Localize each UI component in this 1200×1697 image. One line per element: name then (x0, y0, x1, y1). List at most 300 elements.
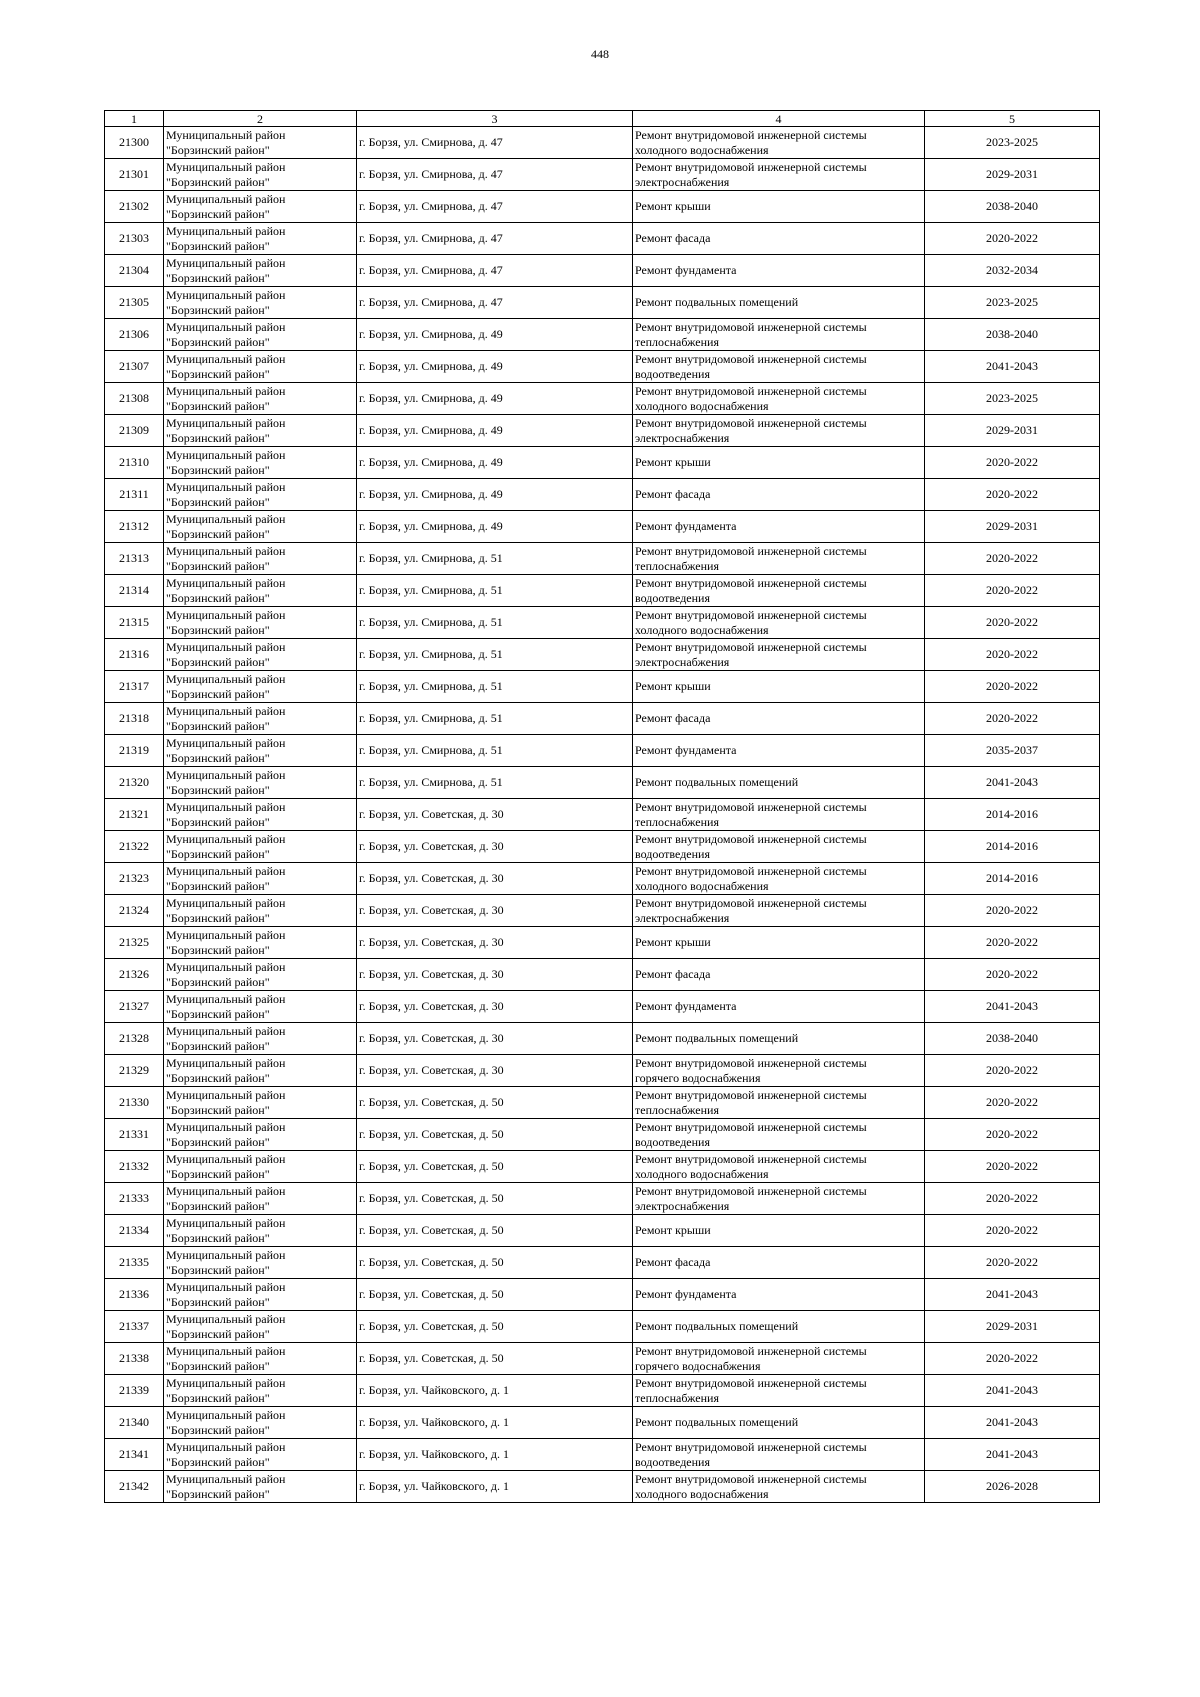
row-number: 21325 (105, 927, 164, 959)
address-cell: г. Борзя, ул. Смирнова, д. 49 (357, 511, 633, 543)
table-row (105, 959, 1100, 991)
municipality-line: "Борзинский район" (166, 462, 270, 477)
table-row (105, 703, 1100, 735)
period-cell: 2041-2043 (925, 767, 1100, 799)
address-cell: г. Борзя, ул. Смирнова, д. 49 (357, 319, 633, 351)
work-type-cell (633, 575, 925, 607)
municipality-line: "Борзинский район" (166, 878, 270, 893)
work-type-line: Ремонт внутридомовой инженерной системы (635, 863, 867, 878)
municipality-line: "Борзинский район" (166, 174, 270, 189)
work-type-line: Ремонт внутридомовой инженерной системы (635, 1343, 867, 1358)
table-row (105, 447, 1100, 479)
address-cell: г. Борзя, ул. Советская, д. 50 (357, 1279, 633, 1311)
address-cell: г. Борзя, ул. Смирнова, д. 47 (357, 127, 633, 159)
row-number: 21337 (105, 1311, 164, 1343)
work-type-line: Ремонт крыши (635, 1223, 711, 1237)
period-cell: 2038-2040 (925, 1023, 1100, 1055)
municipality-line: Муниципальный район (166, 447, 286, 462)
work-type-line: Ремонт внутридомовой инженерной системы (635, 127, 867, 142)
municipality-line: Муниципальный район (166, 1183, 286, 1198)
period-cell: 2020-2022 (925, 1151, 1100, 1183)
municipality-line: Муниципальный район (166, 703, 286, 718)
municipality-cell (164, 127, 357, 159)
table-row (105, 1311, 1100, 1343)
row-number: 21311 (105, 479, 164, 511)
table-row (105, 319, 1100, 351)
municipality-cell (164, 1247, 357, 1279)
municipality-line: Муниципальный район (166, 1407, 286, 1422)
work-type-cell (633, 287, 925, 319)
municipality-line: Муниципальный район (166, 1439, 286, 1454)
address-cell: г. Борзя, ул. Смирнова, д. 51 (357, 639, 633, 671)
municipality-cell (164, 1087, 357, 1119)
table-row (105, 1215, 1100, 1247)
municipality-line: Муниципальный район (166, 1119, 286, 1134)
work-type-line: Ремонт внутридомовой инженерной системы (635, 1183, 867, 1198)
address-cell: г. Борзя, ул. Советская, д. 30 (357, 1023, 633, 1055)
work-type-line: Ремонт внутридомовой инженерной системы (635, 1119, 867, 1134)
municipality-cell (164, 959, 357, 991)
work-type-line: теплоснабжения (635, 1390, 719, 1405)
municipality-cell (164, 767, 357, 799)
period-cell: 2041-2043 (925, 991, 1100, 1023)
municipality-cell (164, 351, 357, 383)
period-cell: 2029-2031 (925, 511, 1100, 543)
municipality-cell (164, 191, 357, 223)
row-number: 21320 (105, 767, 164, 799)
address-cell: г. Борзя, ул. Смирнова, д. 49 (357, 479, 633, 511)
period-cell: 2020-2022 (925, 575, 1100, 607)
table-row (105, 511, 1100, 543)
address-cell: г. Борзя, ул. Смирнова, д. 47 (357, 287, 633, 319)
table-row (105, 1375, 1100, 1407)
municipality-line: "Борзинский район" (166, 366, 270, 381)
municipality-line: Муниципальный район (166, 1023, 286, 1038)
table-row (105, 351, 1100, 383)
address-cell: г. Борзя, ул. Советская, д. 50 (357, 1247, 633, 1279)
column-header-3: 3 (357, 111, 633, 127)
row-number: 21310 (105, 447, 164, 479)
row-number: 21319 (105, 735, 164, 767)
period-cell: 2035-2037 (925, 735, 1100, 767)
work-type-cell (633, 799, 925, 831)
municipality-line: "Борзинский район" (166, 1294, 270, 1309)
municipality-line: "Борзинский район" (166, 398, 270, 413)
municipality-cell (164, 1023, 357, 1055)
address-cell: г. Борзя, ул. Смирнова, д. 51 (357, 735, 633, 767)
period-cell: 2026-2028 (925, 1471, 1100, 1503)
address-cell: г. Борзя, ул. Советская, д. 30 (357, 895, 633, 927)
municipality-cell (164, 799, 357, 831)
municipality-cell (164, 607, 357, 639)
column-header-4: 4 (633, 111, 925, 127)
work-type-line: теплоснабжения (635, 1102, 719, 1117)
period-cell: 2020-2022 (925, 1119, 1100, 1151)
municipality-cell (164, 831, 357, 863)
municipality-line: "Борзинский район" (166, 1230, 270, 1245)
table-row (105, 1343, 1100, 1375)
municipality-cell (164, 1183, 357, 1215)
work-type-cell (633, 639, 925, 671)
work-type-cell (633, 1087, 925, 1119)
table-row (105, 1279, 1100, 1311)
municipality-cell (164, 223, 357, 255)
municipality-cell (164, 511, 357, 543)
work-type-line: теплоснабжения (635, 558, 719, 573)
period-cell: 2020-2022 (925, 639, 1100, 671)
municipality-line: "Борзинский район" (166, 1454, 270, 1469)
work-type-line: Ремонт фасада (635, 1255, 711, 1269)
address-cell: г. Борзя, ул. Чайковского, д. 1 (357, 1439, 633, 1471)
work-type-cell (633, 1215, 925, 1247)
work-type-line: холодного водоснабжения (635, 1486, 769, 1501)
municipality-line: "Борзинский район" (166, 1326, 270, 1341)
work-type-line: Ремонт подвальных помещений (635, 1319, 799, 1333)
municipality-line: "Борзинский район" (166, 750, 270, 765)
municipality-line: Муниципальный район (166, 479, 286, 494)
table-row (105, 735, 1100, 767)
work-type-line: Ремонт подвальных помещений (635, 1415, 799, 1429)
municipality-cell (164, 159, 357, 191)
work-type-line: водоотведения (635, 1134, 710, 1149)
work-type-line: Ремонт фундамента (635, 519, 737, 533)
municipality-line: "Борзинский район" (166, 942, 270, 957)
work-type-cell (633, 223, 925, 255)
work-type-line: холодного водоснабжения (635, 878, 769, 893)
row-number: 21313 (105, 543, 164, 575)
municipality-line: Муниципальный район (166, 543, 286, 558)
municipality-cell (164, 1215, 357, 1247)
municipality-cell (164, 1311, 357, 1343)
row-number: 21338 (105, 1343, 164, 1375)
period-cell: 2020-2022 (925, 671, 1100, 703)
period-cell: 2041-2043 (925, 1375, 1100, 1407)
municipality-line: Муниципальный район (166, 1375, 286, 1390)
address-cell: г. Борзя, ул. Смирнова, д. 51 (357, 703, 633, 735)
municipality-line: "Борзинский район" (166, 270, 270, 285)
municipality-cell (164, 671, 357, 703)
work-type-line: горячего водоснабжения (635, 1358, 761, 1373)
row-number: 21336 (105, 1279, 164, 1311)
work-type-cell (633, 607, 925, 639)
municipality-cell (164, 575, 357, 607)
municipality-line: "Борзинский район" (166, 334, 270, 349)
municipality-line: "Борзинский район" (166, 1038, 270, 1053)
municipality-line: "Борзинский район" (166, 1166, 270, 1181)
municipality-line: "Борзинский район" (166, 1102, 270, 1117)
address-cell: г. Борзя, ул. Чайковского, д. 1 (357, 1471, 633, 1503)
row-number: 21309 (105, 415, 164, 447)
address-cell: г. Борзя, ул. Чайковского, д. 1 (357, 1375, 633, 1407)
work-type-cell (633, 543, 925, 575)
address-cell: г. Борзя, ул. Смирнова, д. 49 (357, 351, 633, 383)
municipality-line: Муниципальный район (166, 927, 286, 942)
municipality-line: "Борзинский район" (166, 1070, 270, 1085)
period-cell: 2020-2022 (925, 607, 1100, 639)
work-type-cell (633, 959, 925, 991)
page-number: 448 (591, 47, 609, 61)
municipality-cell (164, 863, 357, 895)
work-type-line: водоотведения (635, 366, 710, 381)
row-number: 21303 (105, 223, 164, 255)
municipality-line: "Борзинский район" (166, 142, 270, 157)
period-cell: 2020-2022 (925, 895, 1100, 927)
work-type-cell (633, 1279, 925, 1311)
table-row (105, 1119, 1100, 1151)
work-type-line: электроснабжения (635, 430, 730, 445)
work-type-cell (633, 1183, 925, 1215)
municipality-line: Муниципальный район (166, 767, 286, 782)
period-cell: 2029-2031 (925, 159, 1100, 191)
municipality-cell (164, 415, 357, 447)
row-number: 21339 (105, 1375, 164, 1407)
table-row (105, 1471, 1100, 1503)
period-cell: 2020-2022 (925, 223, 1100, 255)
municipality-cell (164, 703, 357, 735)
municipality-line: "Борзинский район" (166, 238, 270, 253)
address-cell: г. Борзя, ул. Советская, д. 30 (357, 799, 633, 831)
address-cell: г. Борзя, ул. Смирнова, д. 47 (357, 255, 633, 287)
municipality-line: Муниципальный район (166, 639, 286, 654)
table-row (105, 479, 1100, 511)
work-type-cell (633, 1055, 925, 1087)
period-cell: 2023-2025 (925, 287, 1100, 319)
row-number: 21306 (105, 319, 164, 351)
municipality-line: Муниципальный район (166, 991, 286, 1006)
table-row (105, 383, 1100, 415)
work-type-cell (633, 991, 925, 1023)
municipality-cell (164, 991, 357, 1023)
period-cell: 2014-2016 (925, 863, 1100, 895)
municipality-line: Муниципальный район (166, 1215, 286, 1230)
work-type-line: Ремонт внутридомовой инженерной системы (635, 415, 867, 430)
municipality-line: Муниципальный район (166, 575, 286, 590)
municipality-line: Муниципальный район (166, 1247, 286, 1262)
row-number: 21330 (105, 1087, 164, 1119)
address-cell: г. Борзя, ул. Советская, д. 50 (357, 1215, 633, 1247)
period-cell: 2020-2022 (925, 927, 1100, 959)
table-row (105, 863, 1100, 895)
table-row (105, 575, 1100, 607)
work-type-line: Ремонт подвальных помещений (635, 775, 799, 789)
work-type-line: Ремонт внутридомовой инженерной системы (635, 1087, 867, 1102)
work-type-cell (633, 735, 925, 767)
row-number: 21331 (105, 1119, 164, 1151)
period-cell: 2029-2031 (925, 1311, 1100, 1343)
municipality-line: Муниципальный район (166, 1087, 286, 1102)
period-cell: 2041-2043 (925, 1407, 1100, 1439)
work-type-line: Ремонт внутридомовой инженерной системы (635, 607, 867, 622)
row-number: 21312 (105, 511, 164, 543)
work-type-cell (633, 671, 925, 703)
municipality-line: "Борзинский район" (166, 1486, 270, 1501)
table-row (105, 1087, 1100, 1119)
work-type-line: Ремонт фундамента (635, 1287, 737, 1301)
table-row (105, 1247, 1100, 1279)
table-row (105, 927, 1100, 959)
municipality-line: Муниципальный район (166, 1151, 286, 1166)
work-type-line: холодного водоснабжения (635, 398, 769, 413)
municipality-line: "Борзинский район" (166, 846, 270, 861)
work-type-line: водоотведения (635, 1454, 710, 1469)
column-header-1: 1 (105, 111, 164, 127)
table-row (105, 1023, 1100, 1055)
municipality-line: Муниципальный район (166, 127, 286, 142)
work-type-line: Ремонт фундамента (635, 743, 737, 757)
row-number: 21308 (105, 383, 164, 415)
municipality-cell (164, 383, 357, 415)
municipality-line: Муниципальный район (166, 415, 286, 430)
table-row (105, 1407, 1100, 1439)
address-cell: г. Борзя, ул. Советская, д. 50 (357, 1183, 633, 1215)
address-cell: г. Борзя, ул. Смирнова, д. 49 (357, 415, 633, 447)
period-cell: 2038-2040 (925, 191, 1100, 223)
period-cell: 2020-2022 (925, 447, 1100, 479)
address-cell: г. Борзя, ул. Смирнова, д. 51 (357, 671, 633, 703)
table-header (105, 111, 1100, 127)
municipality-line: "Борзинский район" (166, 302, 270, 317)
work-type-line: Ремонт внутридомовой инженерной системы (635, 575, 867, 590)
period-cell: 2020-2022 (925, 703, 1100, 735)
period-cell: 2020-2022 (925, 959, 1100, 991)
table-row (105, 543, 1100, 575)
municipality-cell (164, 1439, 357, 1471)
period-cell: 2020-2022 (925, 1343, 1100, 1375)
municipality-line: Муниципальный район (166, 159, 286, 174)
table-body (105, 127, 1100, 1503)
address-cell: г. Борзя, ул. Советская, д. 30 (357, 831, 633, 863)
work-type-line: Ремонт внутридомовой инженерной системы (635, 831, 867, 846)
period-cell: 2020-2022 (925, 479, 1100, 511)
work-type-line: Ремонт фасада (635, 967, 711, 981)
municipality-line: "Борзинский район" (166, 910, 270, 925)
municipality-line: Муниципальный район (166, 1279, 286, 1294)
work-type-cell (633, 159, 925, 191)
table-row (105, 767, 1100, 799)
table-row (105, 127, 1100, 159)
work-type-line: Ремонт внутридомовой инженерной системы (635, 1055, 867, 1070)
municipality-cell (164, 1375, 357, 1407)
municipality-line: Муниципальный район (166, 671, 286, 686)
work-type-cell (633, 1023, 925, 1055)
work-type-line: Ремонт фасада (635, 711, 711, 725)
address-cell: г. Борзя, ул. Смирнова, д. 49 (357, 383, 633, 415)
address-cell: г. Борзя, ул. Смирнова, д. 47 (357, 191, 633, 223)
municipality-line: Муниципальный район (166, 1471, 286, 1486)
work-type-cell (633, 895, 925, 927)
row-number: 21334 (105, 1215, 164, 1247)
table-row (105, 255, 1100, 287)
work-type-cell (633, 1247, 925, 1279)
row-number: 21300 (105, 127, 164, 159)
work-type-cell (633, 415, 925, 447)
period-cell: 2041-2043 (925, 1439, 1100, 1471)
work-type-line: Ремонт внутридомовой инженерной системы (635, 895, 867, 910)
municipality-line: "Борзинский район" (166, 1006, 270, 1021)
work-type-cell (633, 703, 925, 735)
municipality-line: "Борзинский район" (166, 718, 270, 733)
municipality-cell (164, 543, 357, 575)
period-cell: 2020-2022 (925, 1055, 1100, 1087)
work-type-line: холодного водоснабжения (635, 1166, 769, 1181)
table-row (105, 831, 1100, 863)
municipality-cell (164, 1055, 357, 1087)
municipality-line: Муниципальный район (166, 319, 286, 334)
municipality-cell (164, 639, 357, 671)
address-cell: г. Борзя, ул. Советская, д. 30 (357, 991, 633, 1023)
row-number: 21333 (105, 1183, 164, 1215)
work-type-line: Ремонт фундамента (635, 999, 737, 1013)
period-cell: 2020-2022 (925, 1247, 1100, 1279)
table-row (105, 159, 1100, 191)
municipality-line: "Борзинский район" (166, 1262, 270, 1277)
table-row (105, 1055, 1100, 1087)
municipality-line: "Борзинский район" (166, 1390, 270, 1405)
municipality-line: Муниципальный район (166, 799, 286, 814)
work-type-line: Ремонт крыши (635, 455, 711, 469)
work-type-cell (633, 319, 925, 351)
address-cell: г. Борзя, ул. Смирнова, д. 51 (357, 767, 633, 799)
municipality-cell (164, 895, 357, 927)
municipality-line: "Борзинский район" (166, 1358, 270, 1373)
address-cell: г. Борзя, ул. Смирнова, д. 51 (357, 607, 633, 639)
period-cell: 2020-2022 (925, 1183, 1100, 1215)
row-number: 21326 (105, 959, 164, 991)
municipality-line: Муниципальный район (166, 895, 286, 910)
municipality-cell (164, 1119, 357, 1151)
work-type-line: электроснабжения (635, 1198, 730, 1213)
address-cell: г. Борзя, ул. Чайковского, д. 1 (357, 1407, 633, 1439)
work-type-line: Ремонт внутридомовой инженерной системы (635, 1375, 867, 1390)
work-type-line: электроснабжения (635, 174, 730, 189)
address-cell: г. Борзя, ул. Смирнова, д. 49 (357, 447, 633, 479)
row-number: 21323 (105, 863, 164, 895)
row-number: 21301 (105, 159, 164, 191)
row-number: 21316 (105, 639, 164, 671)
table-row (105, 223, 1100, 255)
address-cell: г. Борзя, ул. Смирнова, д. 51 (357, 575, 633, 607)
work-type-cell (633, 479, 925, 511)
municipality-line: "Борзинский район" (166, 558, 270, 573)
work-type-line: Ремонт фасада (635, 231, 711, 245)
municipality-line: Муниципальный район (166, 223, 286, 238)
work-type-line: Ремонт внутридомовой инженерной системы (635, 1439, 867, 1454)
municipality-line: "Борзинский район" (166, 686, 270, 701)
work-type-line: Ремонт внутридомовой инженерной системы (635, 159, 867, 174)
work-type-line: водоотведения (635, 590, 710, 605)
municipality-cell (164, 287, 357, 319)
period-cell: 2032-2034 (925, 255, 1100, 287)
municipality-line: "Борзинский район" (166, 814, 270, 829)
municipality-line: "Борзинский район" (166, 622, 270, 637)
municipality-line: Муниципальный район (166, 255, 286, 270)
work-type-line: Ремонт внутридомовой инженерной системы (635, 799, 867, 814)
municipality-line: Муниципальный район (166, 735, 286, 750)
table-row (105, 639, 1100, 671)
work-type-cell (633, 447, 925, 479)
row-number: 21322 (105, 831, 164, 863)
address-cell: г. Борзя, ул. Советская, д. 30 (357, 959, 633, 991)
work-type-cell (633, 255, 925, 287)
municipality-cell (164, 447, 357, 479)
period-cell: 2023-2025 (925, 127, 1100, 159)
work-type-line: Ремонт внутридомовой инженерной системы (635, 383, 867, 398)
row-number: 21324 (105, 895, 164, 927)
municipality-line: "Борзинский район" (166, 654, 270, 669)
municipality-line: Муниципальный район (166, 511, 286, 526)
work-type-cell (633, 1471, 925, 1503)
address-cell: г. Борзя, ул. Советская, д. 50 (357, 1087, 633, 1119)
